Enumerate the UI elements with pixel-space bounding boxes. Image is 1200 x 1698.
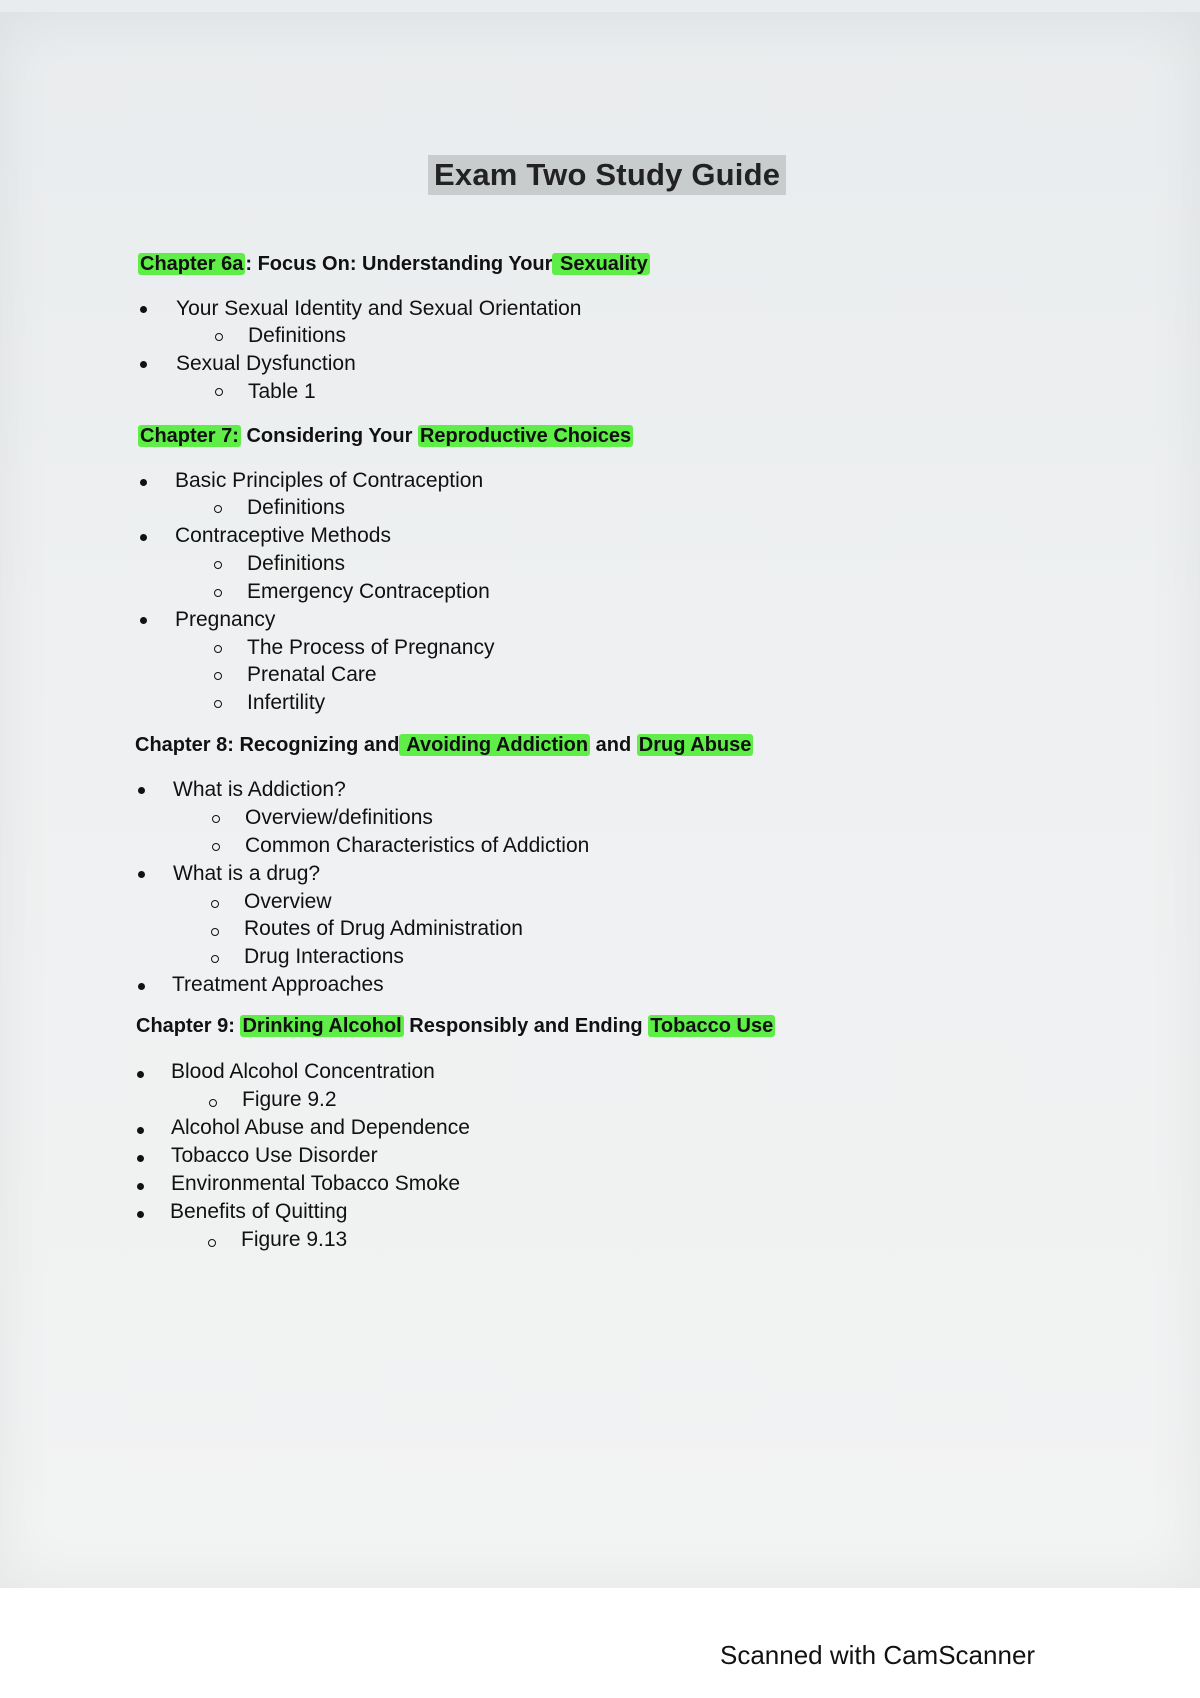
page-title: Exam Two Study Guide	[428, 155, 786, 195]
list-item: Sexual Dysfunction	[176, 352, 356, 375]
list-item: What is Addiction?	[173, 778, 346, 801]
list-item: Drug Interactions	[244, 945, 404, 968]
list-item: Contraceptive Methods	[175, 524, 391, 547]
bullet	[137, 1211, 144, 1218]
bullet	[140, 617, 147, 624]
list-item: Basic Principles of Contraception	[175, 469, 484, 492]
bullet	[137, 1183, 144, 1190]
chapter-8-highlight-1: Avoiding Addiction	[401, 734, 589, 756]
bullet	[138, 983, 145, 990]
list-item: Table 1	[248, 380, 316, 403]
list-item: Your Sexual Identity and Sexual Orientation	[176, 297, 582, 320]
list-item: Definitions	[247, 552, 346, 575]
list-item: Tobacco Use Disorder	[171, 1144, 378, 1167]
chapter-7-text: Considering Your	[240, 425, 418, 447]
chapter-6a-highlight: Sexuality	[554, 253, 648, 275]
chapter-9-heading	[136, 1015, 775, 1038]
bullet	[140, 306, 147, 313]
sub-bullet	[214, 505, 222, 513]
list-item: Definitions	[247, 496, 346, 519]
sub-bullet	[214, 589, 222, 597]
sub-bullet	[212, 843, 220, 851]
list-item: Figure 9.13	[241, 1228, 348, 1251]
list-item: Treatment Approaches	[172, 973, 384, 996]
list-item: Emergency Contraception	[247, 580, 490, 603]
sub-bullet	[215, 388, 223, 396]
sub-bullet	[209, 1099, 217, 1107]
sub-bullet	[211, 900, 219, 908]
bullet	[138, 787, 145, 794]
bullet	[138, 871, 145, 878]
chapter-6a-text: : Focus On: Understanding Your	[245, 253, 553, 275]
chapter-9-highlight-1: Drinking Alcohol	[242, 1015, 402, 1037]
sub-bullet	[212, 815, 220, 823]
chapter-8-text: Chapter 8: Recognizing and	[135, 734, 400, 756]
sub-bullet	[214, 561, 222, 569]
list-item: Figure 9.2	[242, 1088, 337, 1111]
list-item: Overview	[244, 890, 332, 913]
chapter-8-and: and	[590, 734, 637, 756]
list-item: Infertility	[247, 691, 326, 714]
bullet	[137, 1127, 144, 1134]
bullet	[137, 1155, 144, 1162]
chapter-7-highlight: Reproductive Choices	[419, 425, 632, 447]
list-item: Overview/definitions	[245, 806, 433, 829]
bullet	[140, 361, 147, 368]
sub-bullet	[214, 645, 222, 653]
list-item: Prenatal Care	[247, 663, 377, 686]
sub-bullet	[215, 333, 223, 341]
list-item: Pregnancy	[175, 608, 276, 631]
bullet	[140, 534, 147, 541]
bullet	[137, 1071, 144, 1078]
chapter-6a-label: Chapter 6a	[140, 253, 244, 275]
list-item: Common Characteristics of Addiction	[245, 834, 590, 857]
sub-bullet	[214, 672, 222, 680]
scanner-watermark: Scanned with CamScanner	[720, 1640, 1036, 1670]
list-item: Blood Alcohol Concentration	[171, 1060, 435, 1083]
list-item: Alcohol Abuse and Dependence	[171, 1116, 470, 1139]
list-item: The Process of Pregnancy	[247, 636, 495, 659]
chapter-9-text: Responsibly and Ending	[403, 1015, 649, 1037]
list-item: Routes of Drug Administration	[244, 917, 523, 940]
list-item: What is a drug?	[173, 862, 321, 885]
chapter-7-heading	[138, 425, 633, 448]
list-item: Definitions	[248, 324, 347, 347]
list-item: Benefits of Quitting	[170, 1200, 348, 1223]
bullet	[140, 479, 147, 486]
sub-bullet	[208, 1239, 216, 1247]
chapter-9-label: Chapter 9:	[136, 1015, 241, 1037]
chapter-8-heading	[135, 734, 753, 757]
chapter-9-highlight-2: Tobacco Use	[650, 1015, 774, 1037]
list-item: Environmental Tobacco Smoke	[171, 1172, 461, 1195]
sub-bullet	[211, 928, 219, 936]
chapter-7-label: Chapter 7:	[140, 425, 239, 447]
chapter-6a-heading	[138, 253, 650, 276]
sub-bullet	[214, 700, 222, 708]
sub-bullet	[211, 955, 219, 963]
chapter-8-highlight-2: Drug Abuse	[638, 734, 752, 756]
